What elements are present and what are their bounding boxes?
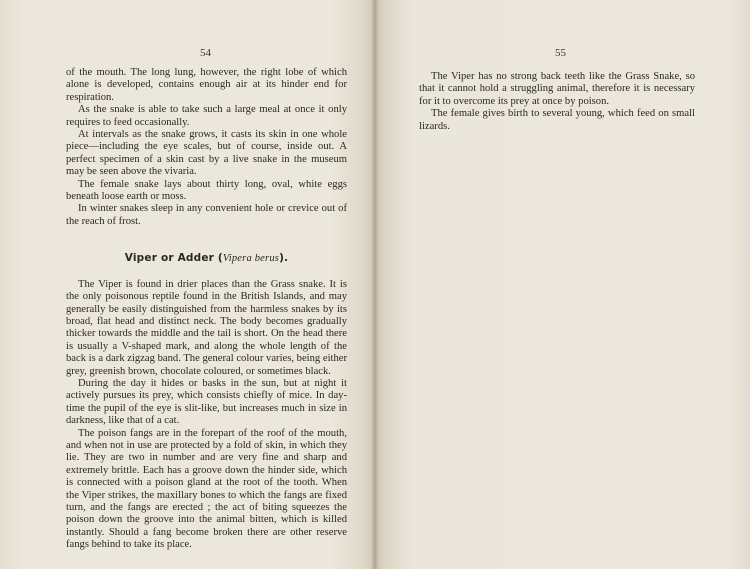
heading-main: Viper or Adder ( (124, 252, 223, 265)
paragraph: At intervals as the snake grows, it casts its skin in one whole piece—including the eye scales, but of course, inside out. A perfect specimen of a skin cast by a live snake in the museum may be seen above the vivaria. (66, 129, 347, 178)
paragraph: The Viper is found in drier places than the Grass snake. It is the only poisonous reptile found in the British Islands, and may generally be easily distinguished from the harmless snakes by its broad, flat head and distinct neck. The body becomes gradually thicker towards the middle and the tail is short. On the head there is usually a V-shaped mark, and along the whole length of the back is a dark zigzag band. The general colour varies, being either grey, greenish brown, chocolate coloured, or sometimes black. (66, 278, 347, 377)
paragraph: During the day it hides or basks in the sun, but at night it actively pursues its prey, which consists chiefly of mice. In day-time the pupil of the eye is slit-like, but increases much in size in darkness, like that of a cat. (66, 377, 347, 427)
paragraph: of the mouth. The long lung, however, the right lobe of which alone is developed, contains enough air at its hinder end for respiration. (66, 67, 347, 103)
book-gutter (371, 0, 379, 569)
paragraph: The poison fangs are in the forepart of the roof of the mouth, and when not in use are protected by a fold of skin, in which they lie. They are two in number and are very fine and sharp and extremely brittle. Each has a groove down the hinder side, which is connected with a poison gland at the root of the tooth. When the Viper strikes, the maxillary bones to which the fangs are fixed turn, and the fangs are erected ; the act of biting squeezes the poison down the groove into the animal bitten, which is killed instantly. Should a fang become broken there are other reserve fangs behind to take its place. (66, 427, 347, 551)
paragraph: The Viper has no strong back teeth like the Grass Snake, so that it cannot hold a struggling animal, therefore it is necessary for it to overcome its prey at once by poison. (419, 71, 695, 107)
right-page-text (419, 71, 695, 133)
section-heading (66, 252, 347, 265)
page-number-right: 55 (555, 47, 566, 59)
paragraph: As the snake is able to take such a large meal at once it only requires to feed occasionally. (66, 104, 347, 128)
paragraph: The female snake lays about thirty long, oval, white eggs beneath loose earth or moss. (66, 178, 347, 203)
page-number-left: 54 (200, 47, 211, 59)
paragraph: The female gives birth to several young, which feed on small lizards. (419, 108, 695, 132)
heading-latin-name: Vipera berus (222, 253, 280, 265)
right-page (375, 0, 750, 569)
heading-close: ). (279, 252, 289, 265)
left-page-text (66, 67, 347, 552)
paragraph: In winter snakes sleep in any convenient hole or crevice out of the reach of frost. (66, 203, 347, 227)
